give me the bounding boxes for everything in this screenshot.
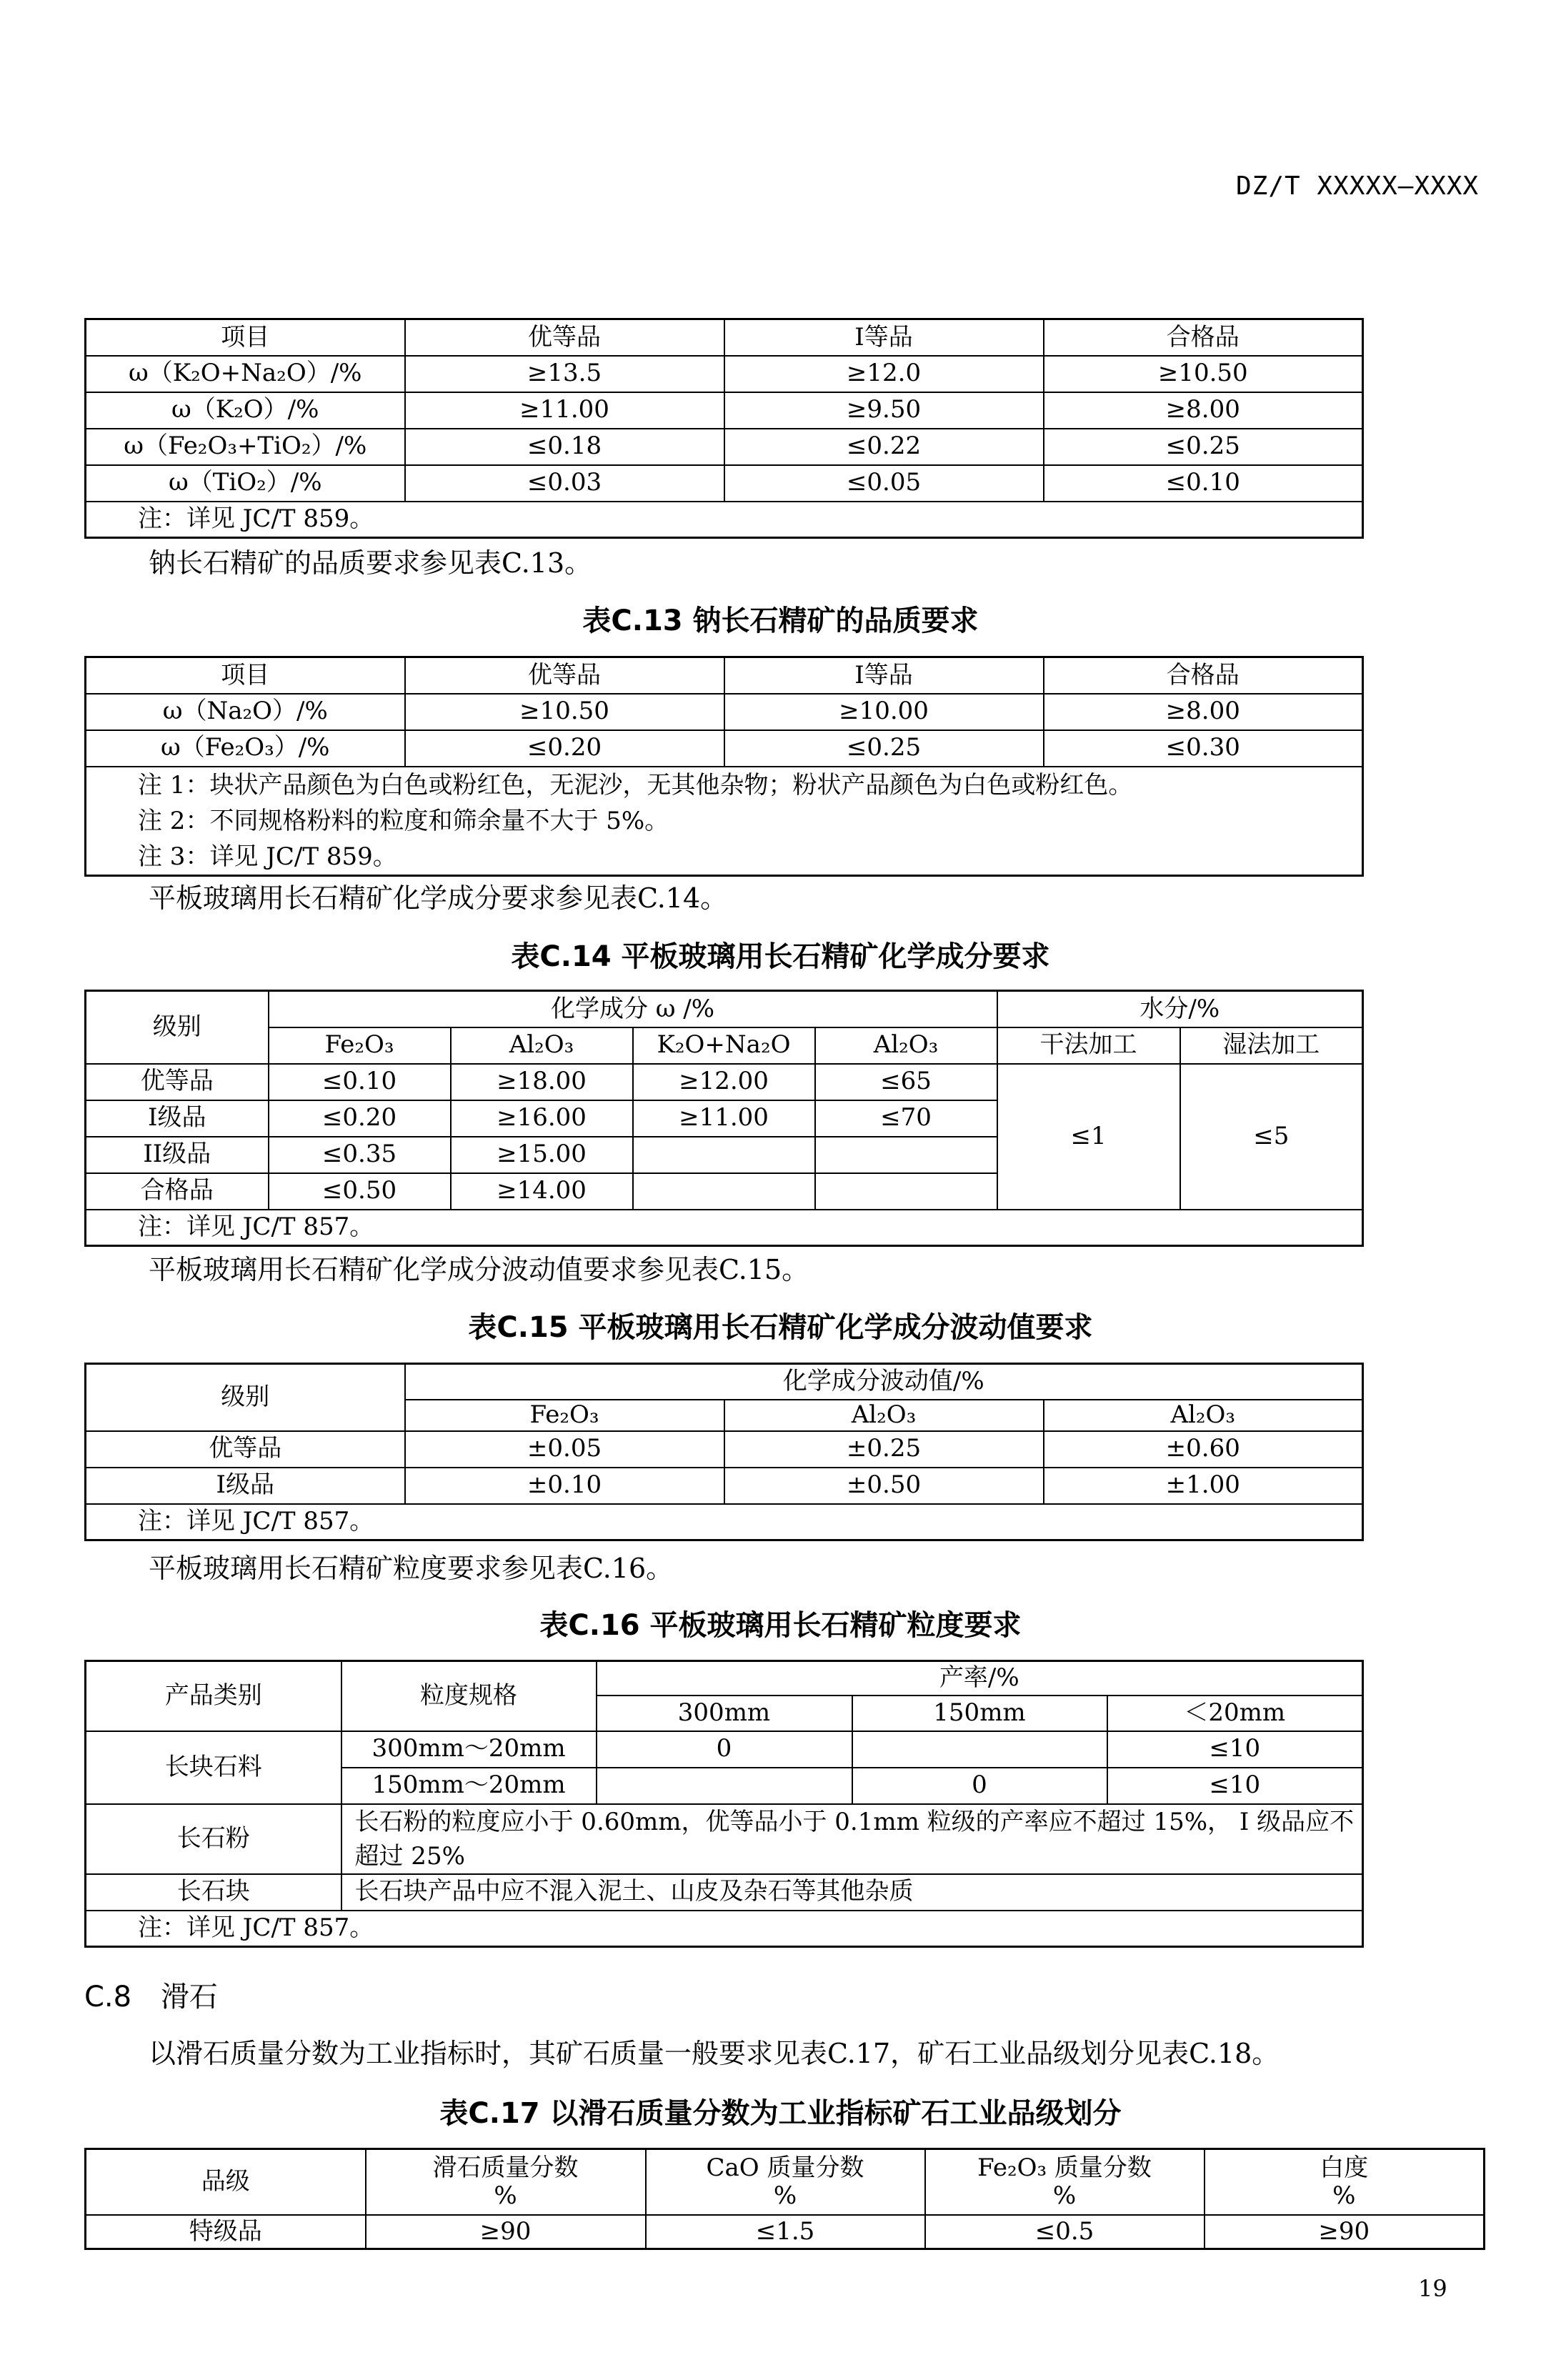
table-cell: II级品	[86, 1137, 269, 1173]
table-row	[86, 1874, 1363, 1911]
header-cell: ＜20mm	[1107, 1696, 1363, 1731]
table-cell: ≤0.35	[269, 1137, 451, 1173]
header-cell: 品级	[86, 2149, 366, 2215]
table-cell: ω（K₂O+Na₂O）/%	[86, 356, 405, 392]
header-label: 白度	[1320, 2153, 1369, 2182]
table-cell: ≥12.0	[724, 356, 1044, 392]
header-cell: 项目	[86, 657, 405, 694]
table-cell: ≥9.50	[724, 392, 1044, 429]
header-unit: %	[494, 2181, 517, 2210]
table-cell: 0	[852, 1768, 1107, 1804]
page-number: 19	[1418, 2275, 1447, 2302]
header-cell: 产品类别	[86, 1661, 341, 1731]
table-cell: ≥18.00	[451, 1064, 633, 1100]
table-note: 注：详见 JC/T 859。	[86, 502, 1363, 538]
table-cell	[633, 1173, 815, 1210]
header-cell: 合格品	[1044, 657, 1363, 694]
table-cell: ≤0.5	[925, 2215, 1205, 2249]
table-cell	[815, 1173, 997, 1210]
section-number: C.8	[84, 1981, 132, 2013]
table-cell: ≤0.50	[269, 1173, 451, 1210]
table-cell: 长石粉	[86, 1804, 341, 1874]
table-cell: ≥8.00	[1044, 392, 1363, 429]
header-cell: Al₂O₃	[1044, 1400, 1363, 1431]
header-cell: I等品	[724, 319, 1044, 356]
header-cell: 水分/%	[997, 991, 1363, 1027]
table-row	[86, 730, 1363, 767]
table-cell: I级品	[86, 1468, 405, 1504]
table-cell: ω（K₂O）/%	[86, 392, 405, 429]
table-cell: ≤65	[815, 1064, 997, 1100]
table-cell: 150mm～20mm	[341, 1768, 597, 1804]
table-c12	[84, 318, 1364, 539]
table-cell	[852, 1731, 1107, 1768]
table-cell: ≤0.10	[269, 1064, 451, 1100]
table-c17	[84, 2148, 1485, 2250]
table-note-row	[86, 767, 1363, 876]
table-c16	[84, 1660, 1364, 1948]
table-note-row	[86, 1504, 1363, 1540]
header-cell: 级别	[86, 1364, 405, 1431]
table-cell	[597, 1768, 852, 1804]
table-cell: ≥10.50	[405, 694, 724, 730]
header-label: 滑石质量分数	[432, 2153, 579, 2182]
table-cell: ≥10.00	[724, 694, 1044, 730]
table-cell: ω（Fe₂O₃）/%	[86, 730, 405, 767]
paragraph: 平板玻璃用长石精矿粒度要求参见表C.16。	[149, 1553, 674, 1584]
table-cell: ≥12.00	[633, 1064, 815, 1100]
table-header-row	[86, 657, 1363, 694]
table-cell: ≤0.05	[724, 465, 1044, 502]
table-cell: ≤10	[1107, 1731, 1363, 1768]
section-title: 滑石	[160, 1981, 218, 2013]
table-cell: ≤70	[815, 1100, 997, 1137]
table-cell: I级品	[86, 1100, 269, 1137]
table-c15	[84, 1363, 1364, 1541]
header-cell: Fe₂O₃	[269, 1027, 451, 1064]
table-note: 注：详见 JC/T 857。	[86, 1911, 1363, 1947]
table-note-row	[86, 1911, 1363, 1947]
paragraph: 钠长石精矿的品质要求参见表C.13。	[149, 547, 592, 579]
table-cell: ≤0.18	[405, 429, 724, 465]
table-cell: 长石粉的粒度应小于 0.60mm，优等品小于 0.1mm 粒级的产率应不超过 15%， I 级品应不超过 25%	[341, 1804, 1363, 1874]
table-note: 注：详见 JC/T 857。	[86, 1210, 1363, 1246]
table-row	[86, 694, 1363, 730]
table-cell: ≥10.50	[1044, 356, 1363, 392]
table-caption: 表C.16 平板玻璃用长石精矿粒度要求	[539, 1609, 1022, 1642]
table-cell: ≥16.00	[451, 1100, 633, 1137]
table-cell: ≤0.30	[1044, 730, 1363, 767]
table-row	[86, 2215, 1485, 2249]
table-cell: ≥11.00	[633, 1100, 815, 1137]
table-cell: ≥14.00	[451, 1173, 633, 1210]
table-c14	[84, 990, 1364, 1247]
table-cell: ≥8.00	[1044, 694, 1363, 730]
table-note-row	[86, 502, 1363, 538]
table-note: 注：详见 JC/T 857。	[86, 1504, 1363, 1540]
table-cell: ≥11.00	[405, 392, 724, 429]
table-cell: ≤0.20	[405, 730, 724, 767]
header-unit: %	[773, 2181, 797, 2210]
table-row	[86, 1431, 1363, 1468]
header-cell: K₂O+Na₂O	[633, 1027, 815, 1064]
table-cell: 长块石料	[86, 1731, 341, 1804]
table-row	[86, 1804, 1363, 1874]
table-cell: ≥90	[1205, 2215, 1485, 2249]
table-cell: ≥13.5	[405, 356, 724, 392]
table-cell: 0	[597, 1731, 852, 1768]
paragraph: 以滑石质量分数为工业指标时，其矿石质量一般要求见表C.17，矿石工业品级划分见表C.18。	[149, 2038, 1280, 2069]
table-header-row	[86, 1364, 1363, 1400]
header-cell: 级别	[86, 991, 269, 1064]
header-cell	[646, 2149, 925, 2215]
header-cell: 项目	[86, 319, 405, 356]
header-cell: Al₂O₃	[724, 1400, 1044, 1431]
paragraph: 平板玻璃用长石精矿化学成分要求参见表C.14。	[149, 882, 728, 914]
header-label: Fe₂O₃ 质量分数	[977, 2153, 1152, 2182]
table-cell: ≤0.03	[405, 465, 724, 502]
table-cell: ≤1.5	[646, 2215, 925, 2249]
header-cell: 合格品	[1044, 319, 1363, 356]
table-cell: ±0.25	[724, 1431, 1044, 1468]
header-cell: 优等品	[405, 319, 724, 356]
table-header-row	[86, 1027, 1363, 1064]
table-note: 注 1：块状产品颜色为白色或粉红色，无泥沙，无其他杂物；粉状产品颜色为白色或粉红色。	[138, 770, 1133, 800]
table-cell: ≤0.22	[724, 429, 1044, 465]
table-caption: 表C.15 平板玻璃用长石精矿化学成分波动值要求	[468, 1311, 1093, 1344]
header-cell: Al₂O₃	[815, 1027, 997, 1064]
table-row	[86, 1731, 1363, 1768]
table-cell: ≤5	[1180, 1064, 1363, 1210]
header-cell	[366, 2149, 646, 2215]
header-cell: Fe₂O₃	[405, 1400, 724, 1431]
table-cell: ≤10	[1107, 1768, 1363, 1804]
paragraph: 平板玻璃用长石精矿化学成分波动值要求参见表C.15。	[149, 1254, 809, 1285]
header-cell: 化学成分 ω /%	[269, 991, 997, 1027]
table-row	[86, 392, 1363, 429]
table-row	[86, 1468, 1363, 1504]
table-cell	[633, 1137, 815, 1173]
table-cell: ≥15.00	[451, 1137, 633, 1173]
table-cell: ±1.00	[1044, 1468, 1363, 1504]
table-note-row	[86, 1210, 1363, 1246]
table-cell: ≤0.25	[1044, 429, 1363, 465]
header-cell: 300mm	[597, 1696, 852, 1731]
table-cell: 优等品	[86, 1431, 405, 1468]
table-cell: 300mm～20mm	[341, 1731, 597, 1768]
header-cell: 湿法加工	[1180, 1027, 1363, 1064]
header-label: CaO 质量分数	[706, 2153, 864, 2182]
table-row	[86, 429, 1363, 465]
table-note: 注 2：不同规格粉料的粒度和筛余量不大于 5%。	[138, 806, 669, 835]
table-cell: 优等品	[86, 1064, 269, 1100]
table-note: 注 3：详见 JC/T 859。	[138, 842, 397, 871]
table-caption: 表C.17 以滑石质量分数为工业指标矿石工业品级划分	[439, 2097, 1122, 2130]
table-caption: 表C.13 钠长石精矿的品质要求	[582, 604, 979, 637]
table-header-row	[86, 319, 1363, 356]
table-cell: ω（Na₂O）/%	[86, 694, 405, 730]
header-cell: 产率/%	[597, 1661, 1363, 1696]
header-cell	[1205, 2149, 1485, 2215]
table-cell: ω（Fe₂O₃+TiO₂）/%	[86, 429, 405, 465]
document-code: DZ/T XXXXX—XXXX	[1236, 171, 1480, 201]
table-header-row	[86, 991, 1363, 1027]
header-cell	[925, 2149, 1205, 2215]
table-cell: 合格品	[86, 1173, 269, 1210]
table-cell: ±0.50	[724, 1468, 1044, 1504]
table-cell: ≤0.10	[1044, 465, 1363, 502]
header-unit: %	[1052, 2181, 1077, 2210]
table-cell: 长石块	[86, 1874, 341, 1911]
table-caption: 表C.14 平板玻璃用长石精矿化学成分要求	[511, 940, 1050, 973]
header-unit: %	[1332, 2181, 1356, 2210]
table-c13	[84, 656, 1364, 877]
table-row	[86, 1064, 1363, 1100]
header-cell: 优等品	[405, 657, 724, 694]
table-cell: ≤0.25	[724, 730, 1044, 767]
table-cell: 长石块产品中应不混入泥土、山皮及杂石等其他杂质	[341, 1874, 1363, 1911]
table-cell: ±0.10	[405, 1468, 724, 1504]
table-notes	[86, 767, 1363, 876]
table-cell: ≤0.20	[269, 1100, 451, 1137]
table-row	[86, 356, 1363, 392]
table-cell: ±0.60	[1044, 1431, 1363, 1468]
table-cell: ≤1	[997, 1064, 1180, 1210]
header-cell: 150mm	[852, 1696, 1107, 1731]
table-header-row	[86, 2149, 1485, 2215]
table-row	[86, 465, 1363, 502]
header-cell: 化学成分波动值/%	[405, 1364, 1363, 1400]
header-cell: Al₂O₃	[451, 1027, 633, 1064]
section-heading	[84, 1974, 218, 2015]
header-cell: I等品	[724, 657, 1044, 694]
table-cell: ω（TiO₂）/%	[86, 465, 405, 502]
table-cell	[815, 1137, 997, 1173]
header-cell: 干法加工	[997, 1027, 1180, 1064]
table-cell: ±0.05	[405, 1431, 724, 1468]
table-cell: 特级品	[86, 2215, 366, 2249]
table-cell: ≥90	[366, 2215, 646, 2249]
header-cell: 粒度规格	[341, 1661, 597, 1731]
table-header-row	[86, 1661, 1363, 1696]
